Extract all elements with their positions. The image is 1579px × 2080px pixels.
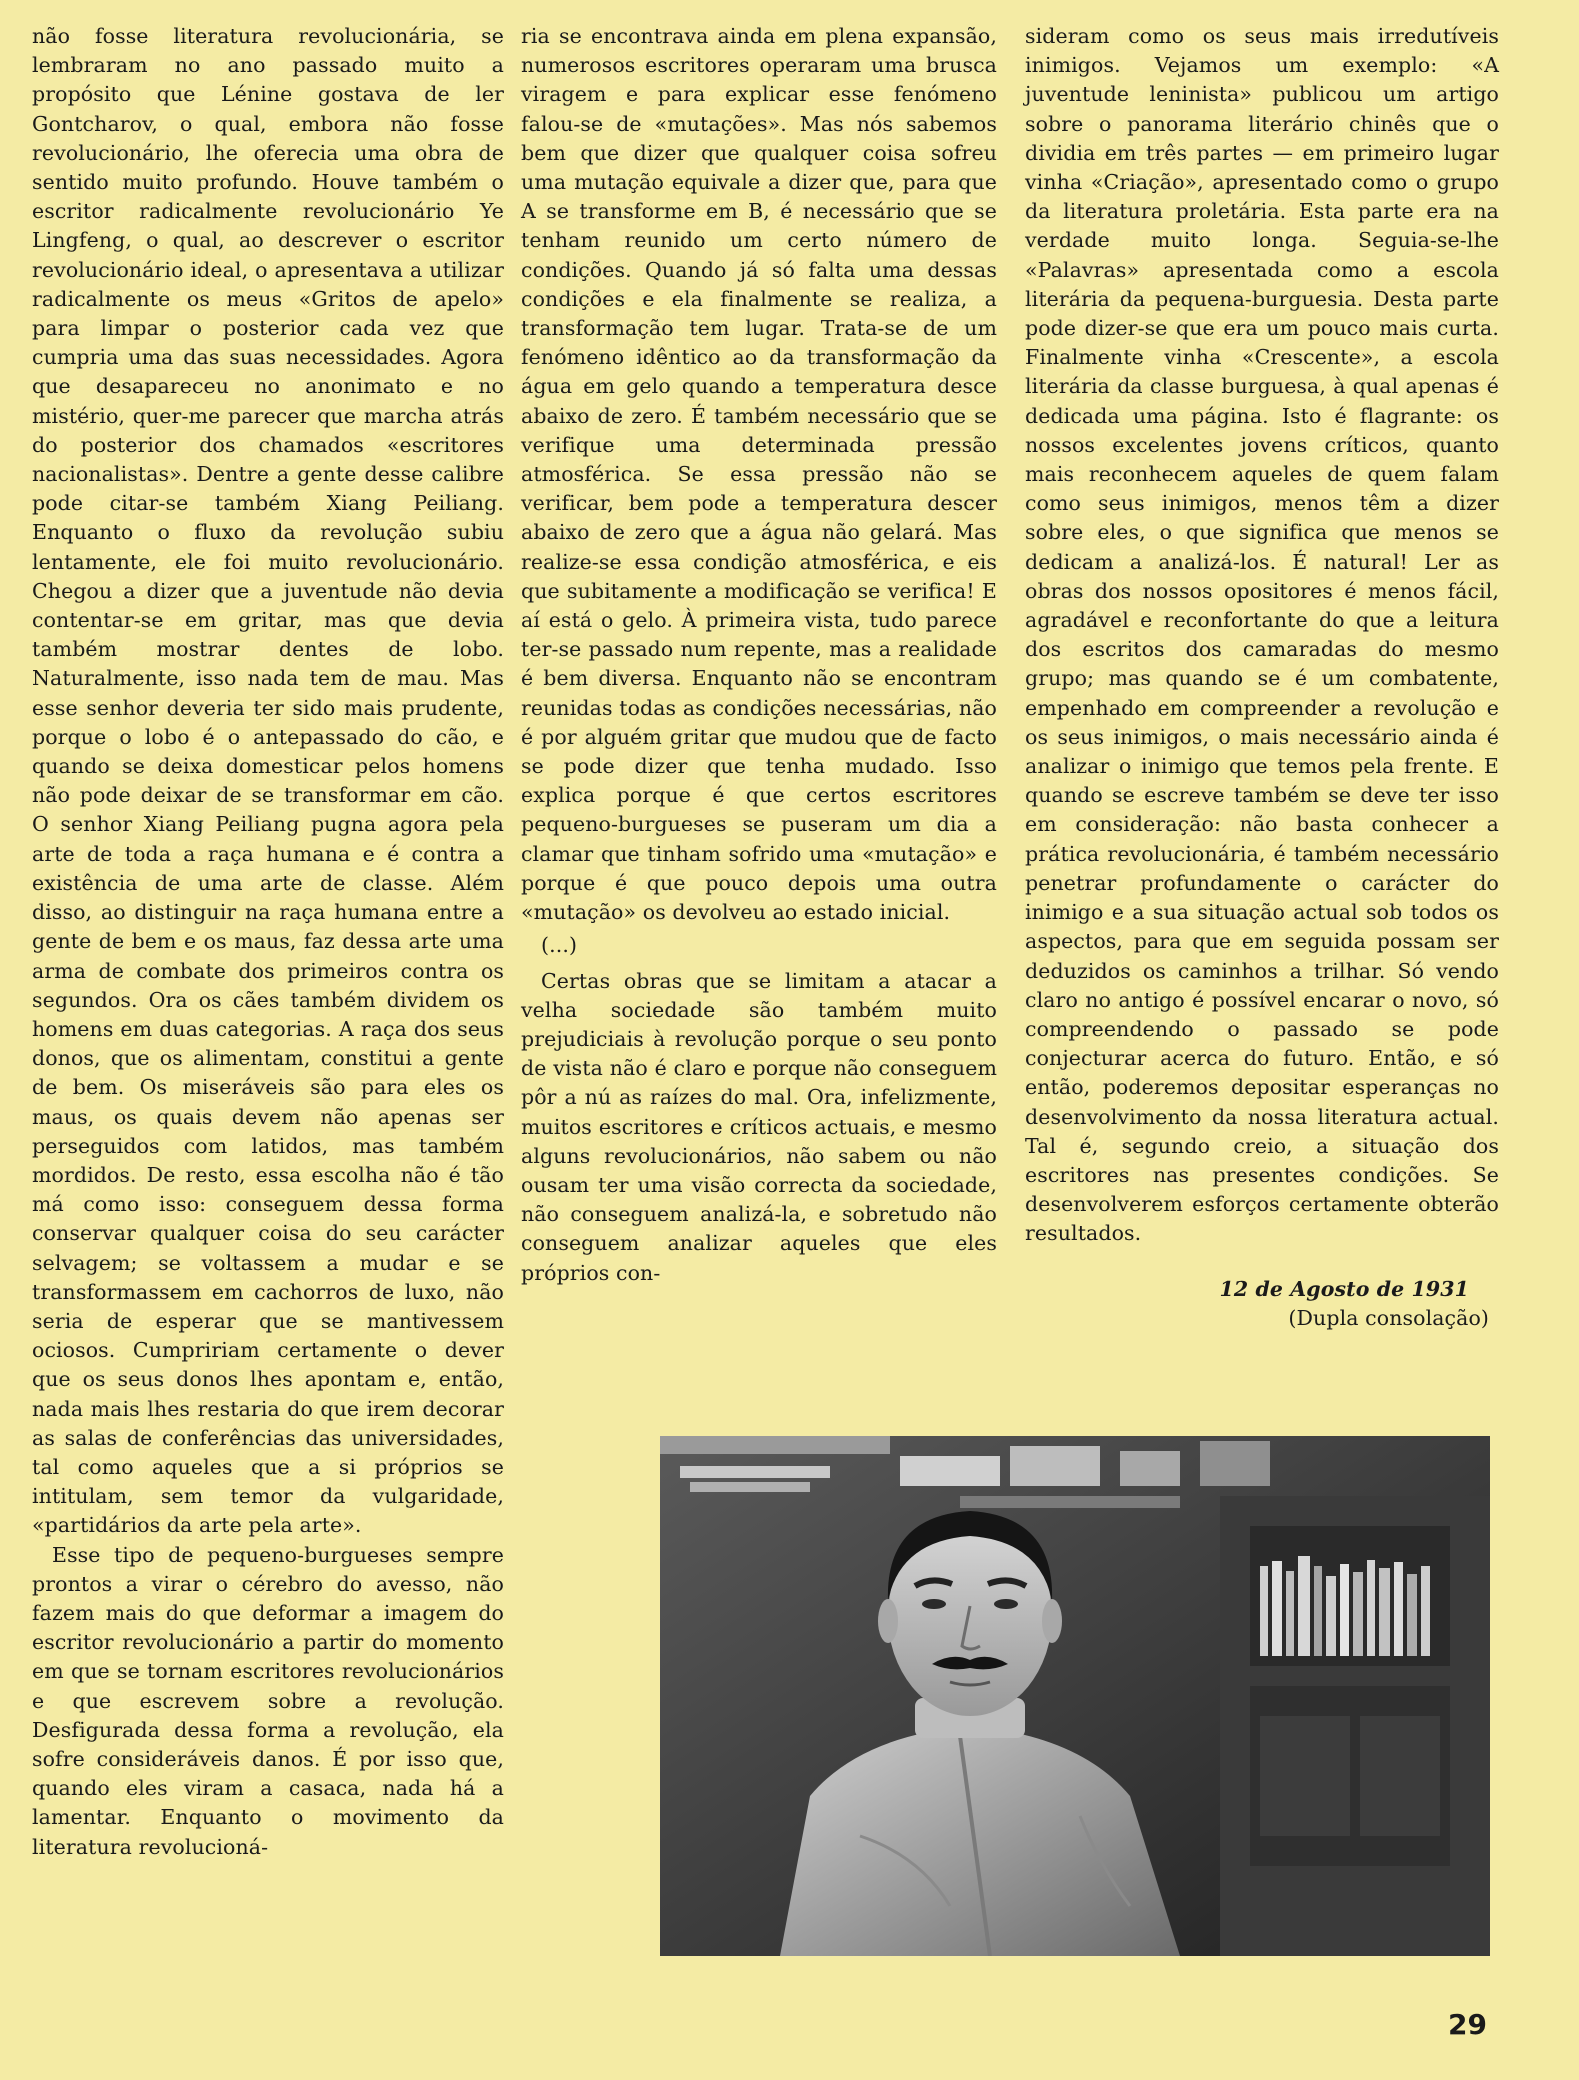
portrait-photo-icon [660,1436,1490,1956]
page-number: 29 [1448,2008,1487,2041]
article-source: (Dupla consolação) [1288,1305,1489,1330]
paragraph: Esse tipo de pequeno-burgueses sempre prontos a virar o cérebro do avesso, não fazem mais do que deformar a imagem do escritor revolucionário a partir do momento em que se tornam escritores revolucionários e que escrevem sobre a revolução. Desfigurada dessa forma a revolução, ela sofre consideráveis danos. É por isso que, quando eles viram a casaca, nada há a lamentar. Enquanto o movimento da literatura revolucioná- [32,1542,504,1859]
signature-block [1025,1275,1499,1333]
paragraph: não fosse literatura revolucionária, se lembraram no ano passado muito a propósito que Lénine gostava de ler Gontcharov, o qual, embora não fosse revolucionário, lhe oferecia uma obra de sentido muito profundo. Houve também o escritor radicalmente revolucionário Ye Lingfeng, o qual, ao descrever o escritor revolucionário ideal, o apresentava a utilizar radicalmente os meus «Gritos de apelo» para limpar o posterior cada vez que cumpria uma das suas necessidades. Agora que desapareceu no anonimato e no mistério, quer-me parecer que marcha atrás do posterior dos chamados «escritores nacionalistas». Dentre a gente desse calibre pode citar-se também Xiang Peiliang. Enquanto o fluxo da revolução subiu lentamente, ele foi muito revolucionário. Chegou a dizer que a juventude não devia contentar-se em gritar, mas que devia também mostrar dentes de lobo. Naturalmente, isso nada tem de mau. Mas esse senhor deveria ter sido mais prudente, porque o lobo é o antepassado do cão, e quando se deixa domesticar pelos homens não pode deixar de se transformar em cão. O senhor Xiang Peiliang pugna agora pela arte de toda a raça humana e é contra a existência de uma arte de classe. Além disso, ao distinguir na raça humana entre a gente de bem e os maus, faz dessa arte uma arma de combate dos primeiros contra os segundos. Ora os cães também dividem os homens em duas categorias. A raça dos seus donos, que os alimentam, constitui a gente de bem. Os miseráveis são para eles os maus, os quais devem não apenas ser perseguidos com latidos, mas também mordidos. De resto, essa escolha não é tão má como isso: conseguem dessa forma conservar qualquer coisa do seu carácter selvagem; se voltassem a mudar e se transformassem em cachorros de luxo, não seria de esperar que se mantivessem ociosos. Cumpririam certamente o dever que os seus donos lhes apontam e, então, nada mais lhes restaria do que irem decorar as salas de conferências das universidades, tal como aqueles que a si próprios se intitulam, sem temor da vulgaridade, «partidários da arte pela arte». [32,24,504,1538]
paragraph: ria se encontrava ainda em plena expansão, numerosos escritores operaram uma brusca viragem e para explicar esse fenómeno falou-se de «mutações». Mas nós sabemos bem que dizer que qualquer coisa sofreu uma mutação equivale a dizer que, para que A se transforme em B, é necessário que se tenham reunido um certo número de condições. Quando já só falta uma dessas condições e ela finalmente se realiza, a transformação tem lugar. Trata-se de um fenómeno idêntico ao da transformação da água em gelo quando a temperatura desce abaixo de zero. É também necessário que se verifique uma determinada pressão atmosférica. Se essa pressão não se verificar, bem pode a temperatura descer abaixo de zero que a água não gelará. Mas realize-se essa condição atmosférica, e eis que subitamente a modificação se verifica! E aí está o gelo. À primeira vista, tudo parece ter-se passado num repente, mas a realidade é bem diversa. Enquanto não se encontram reunidas todas as condições necessárias, não é por alguém gritar que mudou que de facto se pode dizer que tenha mudado. Isso explica porque é que certos escritores pequeno-burgueses se puseram um dia a clamar que tinham sofrido uma «mutação» e porque é que pouco depois uma outra «mutação» os devolveu ao estado inicial. [521,24,997,925]
paragraph: sideram como os seus mais irredutíveis inimigos. Vejamos um exemplo: «A juventude leninista» publicou um artigo sobre o panorama literário chinês que o dividia em três partes — em primeiro lugar vinha «Criação», apresentado como o grupo da literatura proletária. Esta parte era na verdade muito longa. Seguia-se-lhe «Palavras» apresentada como a escola literária da pequena-burguesia. Desta parte pode dizer-se que era um pouco mais curta. Finalmente vinha «Crescente», a escola literária da classe burguesa, à qual apenas é dedicada uma página. Isto é flagrante: os nossos excelentes jovens críticos, quanto mais reconhecem aqueles de quem falam como seus inimigos, menos têm a dizer sobre eles, o que significa que menos se dedicam a analizá-los. É natural! Ler as obras dos nossos opositores é menos fácil, agradável e reconfortante do que a leitura dos escritos dos camaradas do mesmo grupo; mas quando se é um combatente, empenhado em compreender a revolução e os seus inimigos, o mais necessário ainda é analizar o inimigo que temos pela frente. E quando se escreve também se deve ter isso em consideração: não basta conhecer a prática revolucionária, é também necessário penetrar profundamente o carácter do inimigo e a sua situação actual sob todos os aspectos, para que em seguida possam ser deduzidos os caminhos a trilhar. Só vendo claro no antigo é possível encarar o novo, só compreendendo o passado se pode conjecturar acerca do futuro. Então, e só então, poderemos depositar esperanças no desenvolvimento da nossa literatura actual. Tal é, segundo creio, a situação dos escritores nas presentes condições. Se desenvolverem esforços certamente obterão resultados. [1025,24,1499,1246]
text-column-1 [32,22,504,1862]
portrait-photo [660,1436,1490,1956]
text-column-2 [521,22,997,1288]
ellipsis-marker: (...) [541,933,578,958]
text-column-3 [1025,22,1499,1333]
paragraph: Certas obras que se limitam a atacar a velha sociedade são também muito prejudiciais à revolução porque o seu ponto de vista não é claro e porque não conseguem pôr a nú as raízes do mal. Ora, infelizmente, muitos escritores e críticos actuais, e mesmo alguns revolucionários, não sabem ou não ousam ter uma visão correcta da sociedade, não conseguem analizá-la, e sobretudo não conseguem analizar aqueles que eles próprios con- [521,968,997,1285]
article-date: 12 de Agosto de 1931 [1219,1276,1469,1301]
